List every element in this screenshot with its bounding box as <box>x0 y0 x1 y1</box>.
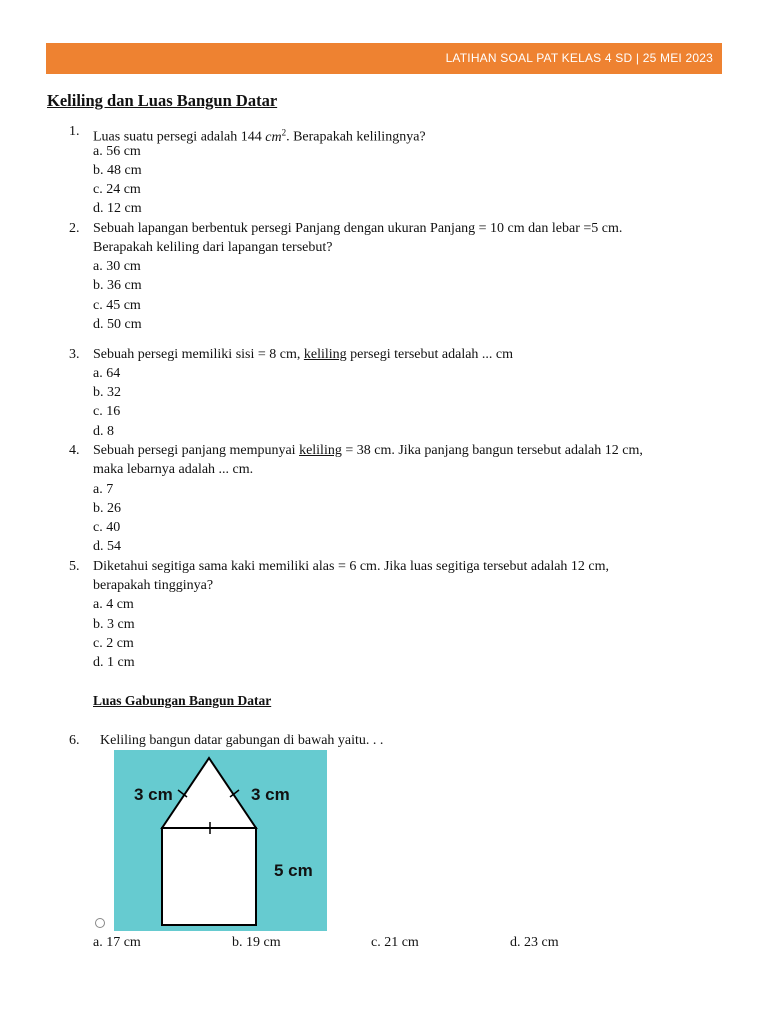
question-3-option-d: d. 8 <box>93 424 114 439</box>
question-2-number: 2. <box>69 221 80 236</box>
question-2-option-c: c. 45 cm <box>93 298 141 313</box>
question-6-number: 6. <box>69 733 80 748</box>
loading-circle-icon <box>95 918 105 928</box>
question-3-text <box>93 346 513 364</box>
question-2-line-1: Sebuah lapangan berbentuk persegi Panjang dengan ukuran Panjang = 10 cm dan lebar =5 cm. <box>93 221 623 236</box>
question-2-option-b: b. 36 cm <box>93 278 142 293</box>
question-4-text-b: = 38 cm. Jika panjang bangun tersebut adalah 12 cm, <box>341 443 643 458</box>
question-1-unit <box>265 127 287 145</box>
question-1-text-b: . Berapakah kelilingnya? <box>286 129 426 145</box>
question-2-option-d: d. 50 cm <box>93 317 142 332</box>
document-title: Keliling dan Luas Bangun Datar <box>47 91 278 110</box>
question-3-text-b: persegi tersebut adalah ... cm <box>346 347 514 362</box>
question-1-text <box>93 123 426 147</box>
question-5-option-d: d. 1 cm <box>93 655 135 670</box>
header-bar <box>46 43 722 74</box>
question-4-text-a: Sebuah persegi panjang mempunyai <box>93 443 300 458</box>
question-5-option-c: c. 2 cm <box>93 636 134 651</box>
question-2-option-a: a. 30 cm <box>93 259 141 274</box>
question-1-option-c: c. 24 cm <box>93 182 141 197</box>
label-left-side: 3 cm <box>134 785 173 804</box>
question-3-option-b: b. 32 <box>93 385 121 400</box>
question-4-line-1 <box>93 442 643 460</box>
question-1-option-d: d. 12 cm <box>93 201 142 216</box>
question-6-text: Keliling bangun datar gabungan di bawah yaitu. . . <box>100 733 384 748</box>
question-5-line-2: berapakah tingginya? <box>93 578 214 593</box>
question-3-underlined-word: keliling <box>303 347 347 362</box>
rectangle-shape <box>162 828 256 925</box>
question-5-option-a: a. 4 cm <box>93 597 134 612</box>
question-3-text-a: Sebuah persegi memiliki sisi = 8 cm, <box>93 347 304 362</box>
question-4-option-a: a. 7 <box>93 482 114 497</box>
question-4-line-2: maka lebarnya adalah ... cm. <box>93 462 254 477</box>
question-3-option-a: a. 64 <box>93 366 121 381</box>
label-right-side: 3 cm <box>251 785 290 804</box>
question-1-number: 1. <box>69 124 80 139</box>
question-6-option-d: d. 23 cm <box>510 935 559 950</box>
question-4-option-c: c. 40 <box>93 520 121 535</box>
composite-shape-figure <box>114 750 327 931</box>
question-4-option-b: b. 26 <box>93 501 121 516</box>
question-5-option-b: b. 3 cm <box>93 617 135 632</box>
question-5-line-1: Diketahui segitiga sama kaki memiliki alas = 6 cm. Jika luas segitiga tersebut adalah 12 cm, <box>93 559 610 574</box>
section-heading-luas-gabungan: Luas Gabungan Bangun Datar <box>93 693 272 708</box>
question-6-option-b: b. 19 cm <box>232 935 281 950</box>
question-3-number: 3. <box>69 347 80 362</box>
question-6-option-c: c. 21 cm <box>371 935 419 950</box>
question-1-option-a: a. 56 cm <box>93 144 141 159</box>
question-1-text-a: Luas suatu persegi adalah 144 <box>93 129 266 145</box>
question-1-option-b: b. 48 cm <box>93 163 142 178</box>
question-4-number: 4. <box>69 443 80 458</box>
label-rectangle-height: 5 cm <box>274 861 313 880</box>
unit-exponent: 2 <box>281 127 287 137</box>
question-5-number: 5. <box>69 559 80 574</box>
question-2-line-2: Berapakah keliling dari lapangan tersebut? <box>93 240 333 255</box>
question-4-underlined-word: keliling <box>299 443 342 458</box>
question-4-option-d: d. 54 <box>93 539 121 554</box>
question-6-option-a: a. 17 cm <box>93 935 141 950</box>
header-text: LATIHAN SOAL PAT KELAS 4 SD | 25 MEI 2023 <box>445 51 713 65</box>
unit-cm: cm <box>265 129 282 145</box>
question-3-option-c: c. 16 <box>93 404 121 419</box>
